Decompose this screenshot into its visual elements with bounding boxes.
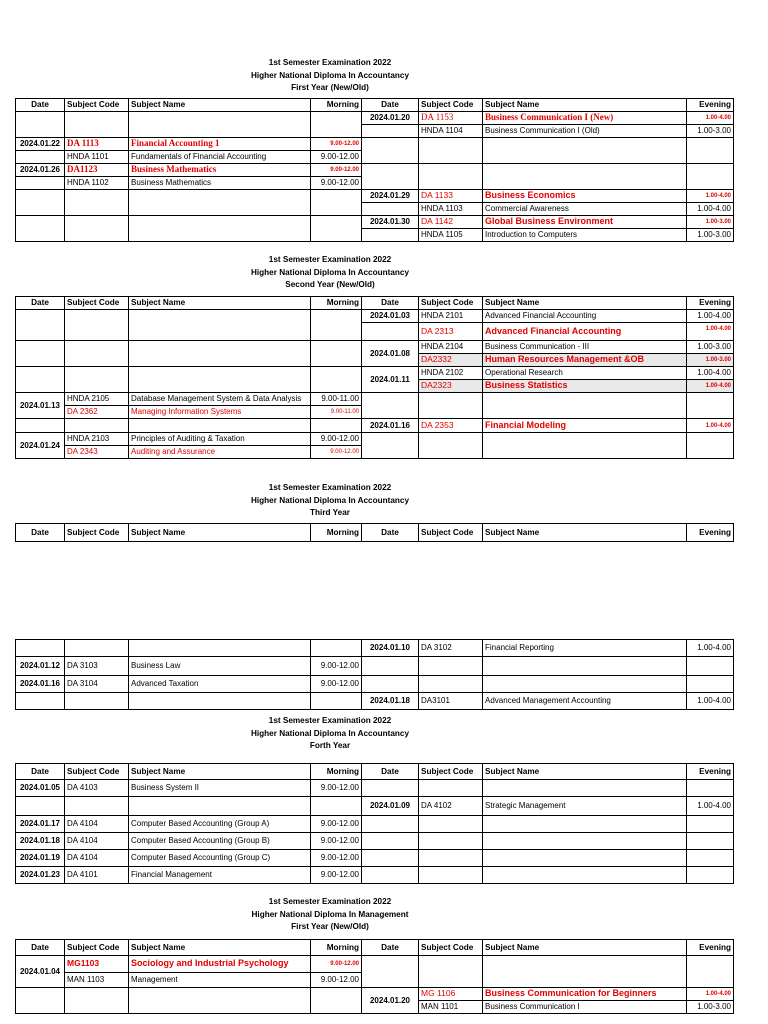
table-row [16,138,734,151]
subject-name: Business Communication I (Old) [483,125,687,138]
program-title: Higher National Diploma In Accountancy [250,267,409,277]
table-row [16,393,734,406]
col-morning: Morning [311,940,362,956]
table-row [16,676,734,693]
exam-time: 1.00-3.00 [687,341,734,354]
section-header-y4 [0,715,660,753]
table-row [16,850,734,867]
col-subject-code: Subject Code [65,940,129,956]
exam-date: 2024.01.19 [16,850,65,867]
table-row [16,816,734,833]
subject-name: Commercial Awareness [483,203,687,216]
col-subject-name: Subject Name [483,297,687,310]
col-date: Date [362,764,419,780]
table-row [16,657,734,676]
subject-code: MAN 1101 [419,1001,483,1014]
exam-time: 9.00-12.00 [311,433,362,446]
exam-date: 2024.01.20 [362,112,419,125]
table-row [16,867,734,884]
subject-code: HNDA 2104 [419,341,483,354]
subject-code: DA 1113 [67,138,99,149]
table-header-row [16,940,734,956]
subject-name: Business Economics [485,190,576,201]
exam-time: 1.00-4.00 [687,797,734,816]
col-date: Date [16,524,65,542]
col-subject-name: Subject Name [129,940,311,956]
subject-code: DA 3104 [65,676,129,693]
subject-code: DA2332 [421,354,452,365]
col-subject-name: Subject Name [129,99,311,112]
subject-name: Financial Management [129,867,311,884]
section-header-y1 [0,57,660,95]
exam-time: 1.00-4.00 [705,326,731,332]
col-date: Date [362,524,419,542]
exam-time: 9.00-12.00 [311,676,362,693]
table-row [16,797,734,816]
subject-code: MG1103 [67,958,100,969]
schedule-table-y3 [15,639,734,710]
subject-name: Strategic Management [483,797,687,816]
table-row [16,341,734,354]
subject-name: Sociology and Industrial Psychology [131,958,289,969]
subject-code: DA 1142 [421,216,453,227]
program-title: Higher National Diploma In Management [251,909,409,919]
subject-name: Financial Reporting [483,640,687,657]
col-evening: Evening [687,940,734,956]
exam-time: 1.00-4.00 [705,991,731,998]
exam-time: 9.00-12.00 [311,833,362,850]
col-subject-name: Subject Name [129,297,311,310]
subject-name: Financial Modeling [485,419,567,430]
col-date: Date [16,764,65,780]
subject-name: Computer Based Accounting (Group C) [129,850,311,867]
exam-time: 1.00-4.00 [687,367,734,380]
exam-date: 2024.01.04 [16,956,65,988]
subject-code: HNDA 1101 [65,151,129,164]
exam-date: 2024.01.10 [362,640,419,657]
exam-time: 1.00-4.00 [705,422,731,429]
col-date: Date [16,940,65,956]
year-title: First Year (New/Old) [291,922,369,931]
exam-time: 1.00-4.00 [705,193,731,200]
subject-name: Introduction to Computers [483,229,687,242]
subject-name: Financial Accounting 1 [131,138,220,149]
subject-code: HNDA 2101 [419,310,483,323]
table-row [16,693,734,710]
subject-code: MAN 1103 [65,973,129,988]
subject-code: DA 1133 [421,190,453,201]
col-subject-name: Subject Name [483,764,687,780]
exam-time: 1.00-4.00 [705,115,731,122]
table-row [16,988,734,1001]
exam-date: 2024.01.29 [362,190,419,203]
col-evening: Evening [687,99,734,112]
exam-time: 1.00-4.00 [687,693,734,710]
exam-time: 9.00-12.00 [311,657,362,676]
col-date: Date [16,99,65,112]
subject-name: Business Communication I (New) [485,112,614,123]
exam-date: 2024.01.05 [16,780,65,797]
exam-date: 2024.01.22 [16,138,65,151]
exam-title: 1st Semester Examination 2022 [268,483,392,492]
subject-code: DA 4104 [65,850,129,867]
year-title: Second Year (New/Old) [285,280,375,289]
exam-date: 2024.01.11 [362,367,419,393]
subject-code: HNDA 1103 [419,203,483,216]
subject-name: Principles of Auditing & Taxation [129,433,311,446]
subject-name: Database Management System & Data Analysis [129,393,311,406]
exam-date: 2024.01.30 [362,216,419,229]
program-title: Higher National Diploma In Accountancy [250,70,409,80]
year-title: First Year (New/Old) [291,83,369,92]
exam-date: 2024.01.18 [16,833,65,850]
exam-date: 2024.01.13 [16,393,65,419]
subject-name: Business Communication for Beginners [485,988,657,999]
subject-name: Management [129,973,311,988]
schedule-table-y2 [15,296,734,459]
subject-code: DA 2313 [421,325,454,336]
col-subject-code: Subject Code [65,524,129,542]
exam-date: 2024.01.03 [362,310,419,323]
exam-time: 1.00-4.00 [705,383,731,390]
col-evening: Evening [687,764,734,780]
table-header-row [16,524,734,542]
col-subject-name: Subject Name [129,764,311,780]
table-row [16,419,734,433]
exam-date: 2024.01.09 [362,797,419,816]
col-subject-code: Subject Code [419,940,483,956]
col-subject-code: Subject Code [65,297,129,310]
col-subject-code: Subject Code [419,764,483,780]
program-title: Higher National Diploma In Accountancy [250,495,409,505]
subject-name: Auditing and Assurance [131,447,216,457]
subject-code: DA 4104 [65,816,129,833]
subject-code: HNDA 2105 [65,393,129,406]
col-morning: Morning [311,764,362,780]
subject-name: Fundamentals of Financial Accounting [129,151,311,164]
schedule-table-y1 [15,98,734,242]
col-morning: Morning [311,99,362,112]
col-date: Date [362,297,419,310]
exam-time: 9.00-12.00 [311,850,362,867]
subject-code: HNDA 2103 [65,433,129,446]
subject-name: Computer Based Accounting (Group B) [129,833,311,850]
col-evening: Evening [687,297,734,310]
subject-name: Business Law [129,657,311,676]
col-morning: Morning [311,524,362,542]
subject-name: Advanced Financial Accounting [483,310,687,323]
subject-name: Business Mathematics [131,164,217,175]
subject-code: DA 4102 [419,797,483,816]
col-subject-code: Subject Code [65,764,129,780]
exam-title: 1st Semester Examination 2022 [268,897,392,906]
exam-time: 9.00-12.00 [330,961,359,968]
subject-code: HNDA 1105 [419,229,483,242]
subject-name: Computer Based Accounting (Group A) [129,816,311,833]
exam-title: 1st Semester Examination 2022 [268,716,392,725]
subject-name: Managing Information Systems [131,407,242,417]
exam-time: 1.00-3.00 [687,125,734,138]
col-morning: Morning [311,297,362,310]
subject-name: Advanced Financial Accounting [485,325,622,336]
table-row [16,640,734,657]
subject-name: Business Statistics [485,380,568,391]
subject-code: MG 1106 [421,988,456,999]
section-header-m1 [0,896,660,934]
col-subject-name: Subject Name [129,524,311,542]
subject-name: Global Business Environment [485,216,614,227]
subject-code: DA 4104 [65,833,129,850]
table-header-row [16,99,734,112]
col-subject-code: Subject Code [419,99,483,112]
year-title: Forth Year [309,741,351,750]
exam-date: 2024.01.17 [16,816,65,833]
table-row [16,190,734,203]
exam-date: 2024.01.12 [16,657,65,676]
section-header-y2 [0,254,660,292]
schedule-table-y3-header [15,523,734,542]
exam-time: 1.00-3.00 [705,219,731,226]
subject-code: DA2323 [421,380,452,391]
table-row [16,216,734,229]
exam-time: 9.00-12.00 [311,973,362,988]
col-date: Date [362,940,419,956]
exam-date: 2024.01.20 [362,988,419,1014]
table-row [16,164,734,177]
subject-code: DA 4103 [65,780,129,797]
table-row [16,956,734,973]
subject-code: HNDA 2102 [419,367,483,380]
col-subject-name: Subject Name [483,524,687,542]
exam-time: 1.00-4.00 [687,203,734,216]
subject-name: Advanced Management Accounting [483,693,687,710]
subject-name: Operational Research [483,367,687,380]
exam-date: 2024.01.08 [362,341,419,367]
subject-code: DA 2353 [421,419,454,430]
subject-name: Human Resources Management &OB [485,354,645,365]
subject-code: DA 3103 [65,657,129,676]
exam-time: 1.00-3.00 [687,1001,734,1014]
subject-code: DA 2343 [67,447,98,457]
exam-date: 2024.01.26 [16,164,65,177]
col-subject-code: Subject Code [419,524,483,542]
year-title: Third Year [310,508,350,517]
table-row [16,433,734,446]
exam-time: 9.00-12.00 [330,449,359,456]
exam-time: 9.00-12.00 [311,816,362,833]
exam-time: 9.00-12.00 [311,867,362,884]
table-header-row [16,297,734,310]
subject-code: DA1123 [67,164,98,175]
col-subject-code: Subject Code [419,297,483,310]
subject-code: DA 3102 [419,640,483,657]
subject-name: Business Mathematics [129,177,311,190]
exam-time: 9.00-12.00 [311,151,362,164]
exam-date: 2024.01.18 [362,693,419,710]
table-row [16,833,734,850]
subject-code: DA 4101 [65,867,129,884]
exam-time: 9.00-11.00 [330,409,359,416]
section-header-y3 [0,482,660,520]
schedule-table-y4 [15,763,734,884]
col-date: Date [362,99,419,112]
exam-time: 1.00-3.00 [687,229,734,242]
exam-time: 9.00-11.00 [311,393,362,406]
exam-date: 2024.01.16 [362,419,419,433]
exam-time: 9.00-12.00 [330,141,359,148]
exam-title: 1st Semester Examination 2022 [268,255,392,264]
exam-title: 1st Semester Examination 2022 [268,58,392,67]
exam-date: 2024.01.16 [16,676,65,693]
exam-time: 9.00-12.00 [330,167,359,174]
subject-name: Business System II [129,780,311,797]
exam-time: 1.00-4.00 [687,310,734,323]
program-title: Higher National Diploma In Accountancy [250,728,409,738]
col-evening: Evening [687,524,734,542]
table-row [16,780,734,797]
table-row [16,310,734,323]
subject-name: Advanced Taxation [129,676,311,693]
col-subject-code: Subject Code [65,99,129,112]
subject-code: DA3101 [419,693,483,710]
schedule-table-m1 [15,939,734,1014]
col-subject-name: Subject Name [483,940,687,956]
subject-code: HNDA 1102 [65,177,129,190]
exam-time: 9.00-12.00 [311,780,362,797]
table-row [16,112,734,125]
subject-name: Business Communication - III [483,341,687,354]
exam-time: 9.00-12.00 [311,177,362,190]
exam-date: 2024.01.23 [16,867,65,884]
subject-code: HNDA 1104 [419,125,483,138]
table-row [16,367,734,380]
col-date: Date [16,297,65,310]
subject-code: DA 1153 [421,112,454,123]
col-subject-name: Subject Name [483,99,687,112]
exam-time: 1.00-3.00 [705,357,731,364]
subject-code: DA 2362 [67,407,98,417]
exam-time: 1.00-4.00 [687,640,734,657]
table-header-row [16,764,734,780]
subject-name: Business Communication I [483,1001,687,1014]
exam-date: 2024.01.24 [16,433,65,459]
